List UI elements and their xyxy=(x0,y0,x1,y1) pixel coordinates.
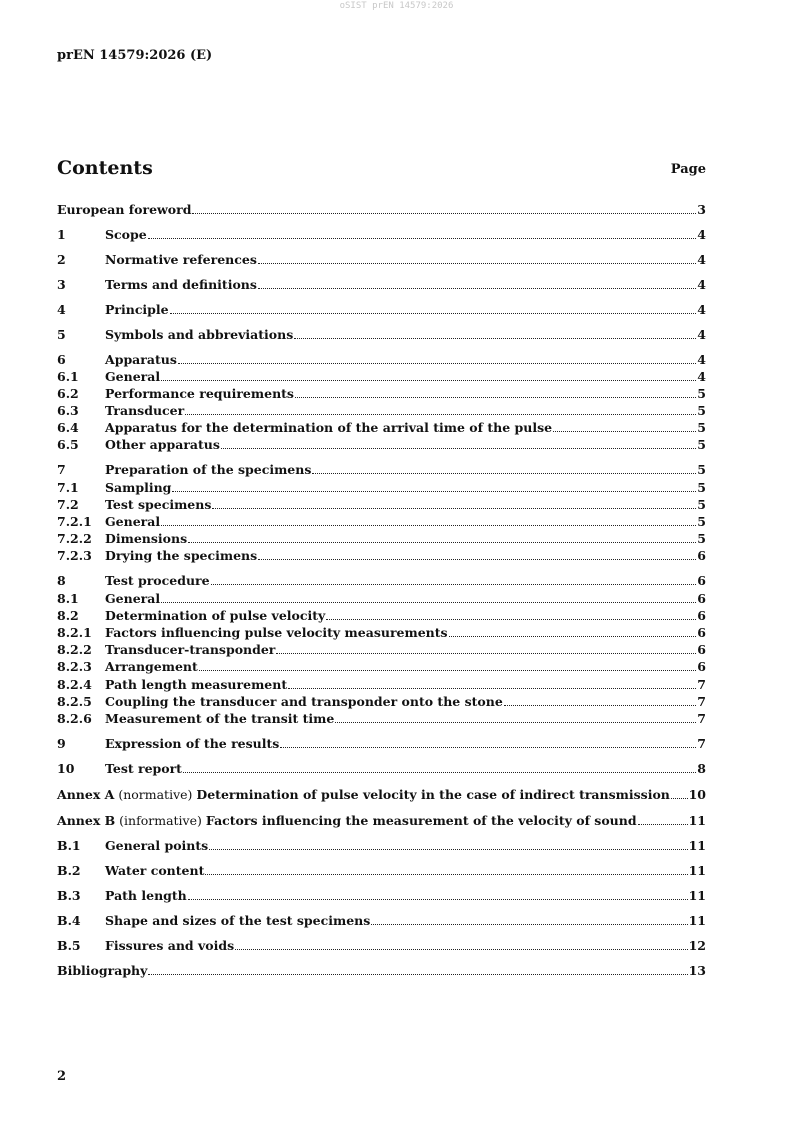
dot-leader xyxy=(258,558,696,560)
toc-entry[interactable] xyxy=(57,496,706,513)
toc-entry-page: 5 xyxy=(697,514,706,529)
toc-entry-number: 7 xyxy=(57,462,66,477)
toc-entry-page: 7 xyxy=(697,736,706,751)
toc-entry-number: 8.2.5 xyxy=(57,694,92,709)
toc-entry-page: 4 xyxy=(697,352,706,367)
toc-entry-number: 7.2 xyxy=(57,497,79,512)
annex-type-note: (normative) xyxy=(114,787,197,802)
toc-entry-title: Principle xyxy=(105,302,169,317)
toc-entry-title: Bibliography xyxy=(57,963,148,978)
dot-leader xyxy=(288,687,696,689)
dot-leader xyxy=(148,973,687,975)
toc-entry[interactable] xyxy=(57,419,706,436)
dot-leader xyxy=(209,848,687,850)
toc-entry-page: 10 xyxy=(688,787,706,802)
toc-entry-number: 6.4 xyxy=(57,420,79,435)
toc-entry-number: B.3 xyxy=(57,888,81,903)
page-column-label: Page xyxy=(670,162,706,177)
toc-entry-title: Arrangement xyxy=(105,659,198,674)
dot-leader xyxy=(161,379,696,381)
toc-entry-number: 5 xyxy=(57,327,66,342)
dot-leader xyxy=(185,413,696,415)
toc-entry[interactable] xyxy=(57,641,706,658)
toc-entry-number: 6 xyxy=(57,352,66,367)
toc-entry[interactable] xyxy=(57,676,706,693)
toc-entry-number: 9 xyxy=(57,736,66,751)
toc-entry-number: 8.2.4 xyxy=(57,677,92,692)
dot-leader xyxy=(148,237,697,239)
dot-leader xyxy=(335,721,696,723)
toc-entry-page: 5 xyxy=(697,437,706,452)
toc-entry-title: Path length xyxy=(105,888,187,903)
dot-leader xyxy=(172,490,696,492)
dot-leader xyxy=(258,287,696,289)
toc-entry-title: Test specimens xyxy=(105,497,212,512)
dot-leader xyxy=(258,262,696,264)
toc-entry[interactable] xyxy=(57,862,706,879)
toc-entry-title: Apparatus for the determination of the arrival time of the pulse xyxy=(105,420,553,435)
toc-entry-page: 6 xyxy=(697,625,706,640)
toc-entry-title: Transducer-transponder xyxy=(105,642,276,657)
toc-entry-title: Scope xyxy=(105,227,147,242)
dot-leader xyxy=(294,337,696,339)
toc-entry-page: 6 xyxy=(697,642,706,657)
toc-entry-page: 4 xyxy=(697,327,706,342)
toc-entry-title: Terms and definitions xyxy=(105,277,257,292)
annex-title: Determination of pulse velocity in the case of indirect transmission xyxy=(196,787,670,802)
toc-entry-page: 13 xyxy=(688,963,706,978)
toc-entry-page: 6 xyxy=(697,573,706,588)
toc-entry-page: 5 xyxy=(697,497,706,512)
toc-entry-title: Path length measurement xyxy=(105,677,288,692)
toc-entry-number: B.2 xyxy=(57,863,81,878)
toc-entry-number: 8.1 xyxy=(57,591,79,606)
toc-entry[interactable] xyxy=(57,607,706,624)
toc-entry-number: 6.1 xyxy=(57,369,79,384)
toc-entry-page: 4 xyxy=(697,277,706,292)
dot-leader xyxy=(671,797,688,799)
toc-entry-number: 1 xyxy=(57,227,66,242)
toc-entry-title: Test procedure xyxy=(105,573,210,588)
dot-leader xyxy=(449,635,697,637)
dot-leader xyxy=(178,362,696,364)
toc-entry-number: 6.5 xyxy=(57,437,79,452)
toc-entry-title: Dimensions xyxy=(105,531,188,546)
toc-entry-title: Test report xyxy=(105,761,182,776)
toc-entry[interactable] xyxy=(57,735,706,752)
toc-entry-title: Determination of pulse velocity xyxy=(105,608,326,623)
toc-entry[interactable] xyxy=(57,226,706,243)
toc-entry-number: 4 xyxy=(57,302,66,317)
toc-entry[interactable] xyxy=(57,251,706,268)
toc-entry[interactable] xyxy=(57,693,706,710)
dot-leader xyxy=(188,898,688,900)
toc-entry[interactable] xyxy=(57,436,706,453)
toc-entry-title: Coupling the transducer and transponder onto the stone xyxy=(105,694,503,709)
toc-entry[interactable] xyxy=(57,301,706,318)
toc-entry-title: Symbols and abbreviations xyxy=(105,327,294,342)
toc-entry-number: 8 xyxy=(57,573,66,588)
toc-entry-number: 3 xyxy=(57,277,66,292)
toc-entry-page: 6 xyxy=(697,659,706,674)
toc-entry-number: 10 xyxy=(57,761,75,776)
toc-entry-number: 2 xyxy=(57,252,66,267)
dot-leader xyxy=(280,746,696,748)
toc-entry-number: 8.2.2 xyxy=(57,642,92,657)
dot-leader xyxy=(295,396,696,398)
toc-entry-page: 11 xyxy=(688,888,706,903)
page-number: 2 xyxy=(57,1069,67,1084)
toc-entry[interactable] xyxy=(57,837,706,854)
dot-leader xyxy=(235,948,687,950)
toc-entry[interactable] xyxy=(57,479,706,496)
toc-entry-number: 8.2 xyxy=(57,608,79,623)
toc-entry-title: Shape and sizes of the test specimens xyxy=(105,913,371,928)
toc-entry-title: Water content xyxy=(105,863,205,878)
dot-leader xyxy=(371,923,687,925)
dot-leader xyxy=(170,312,697,314)
toc-entry-page: 5 xyxy=(697,386,706,401)
toc-entry-page: 4 xyxy=(697,252,706,267)
toc-entry-page: 6 xyxy=(697,548,706,563)
toc-entry[interactable] xyxy=(57,760,706,777)
dot-leader xyxy=(161,524,696,526)
toc-entry[interactable] xyxy=(57,201,706,218)
toc-entry[interactable] xyxy=(57,326,706,343)
dot-leader xyxy=(161,601,696,603)
toc-entry-number: 7.2.1 xyxy=(57,514,92,529)
toc-entry[interactable] xyxy=(57,461,706,478)
contents-title: Contents xyxy=(57,157,153,179)
toc-entry[interactable] xyxy=(57,368,706,385)
toc-entry[interactable] xyxy=(57,812,706,829)
toc-entry[interactable] xyxy=(57,530,706,547)
document-id: prEN 14579:2026 (E) xyxy=(57,48,213,63)
toc-entry[interactable] xyxy=(57,887,706,904)
toc-entry-number: B.4 xyxy=(57,913,81,928)
toc-entry[interactable] xyxy=(57,513,706,530)
toc-entry-page: 6 xyxy=(697,591,706,606)
toc-entry-title: Apparatus xyxy=(105,352,177,367)
toc-entry-title: Factors influencing pulse velocity measurements xyxy=(105,625,448,640)
toc-entry-title: Transducer xyxy=(105,403,185,418)
toc-entry-title: Other apparatus xyxy=(105,437,220,452)
toc-entry-number: 7.1 xyxy=(57,480,79,495)
toc-entry[interactable] xyxy=(57,658,706,675)
toc-entry[interactable] xyxy=(57,572,706,589)
toc-entry-page: 6 xyxy=(697,608,706,623)
toc-entry[interactable] xyxy=(57,786,706,803)
dot-leader xyxy=(211,583,697,585)
toc-entry-number: B.1 xyxy=(57,838,81,853)
toc-entry-page: 7 xyxy=(697,677,706,692)
toc-entry-title: Measurement of the transit time xyxy=(105,711,335,726)
toc-entry-page: 4 xyxy=(697,369,706,384)
dot-leader xyxy=(553,430,696,432)
toc-entry[interactable] xyxy=(57,590,706,607)
toc-entry-page: 11 xyxy=(688,863,706,878)
toc-entry-number: 7.2.2 xyxy=(57,531,92,546)
dot-leader xyxy=(504,704,697,706)
dot-leader xyxy=(312,472,696,474)
annex-title: Factors influencing the measurement of the velocity of sound xyxy=(205,813,637,828)
toc-entry[interactable] xyxy=(57,402,706,419)
toc-entry-title: Fissures and voids xyxy=(105,938,235,953)
toc-entry-page: 5 xyxy=(697,480,706,495)
dot-leader xyxy=(276,652,696,654)
toc-entry-page: 8 xyxy=(697,761,706,776)
toc-entry[interactable] xyxy=(57,710,706,727)
toc-entry-number: 8.2.6 xyxy=(57,711,92,726)
toc-entry-title xyxy=(57,786,670,803)
dot-leader xyxy=(212,507,696,509)
toc-entry-page: 4 xyxy=(697,227,706,242)
dot-leader xyxy=(638,823,688,825)
toc-entry-title xyxy=(57,812,637,829)
toc-entry-title: General points xyxy=(105,838,209,853)
dot-leader xyxy=(188,541,696,543)
toc-entry-number: B.5 xyxy=(57,938,81,953)
toc-entry-title: Normative references xyxy=(105,252,257,267)
toc-entry-title: General xyxy=(105,369,161,384)
toc-entry-page: 11 xyxy=(688,813,706,828)
toc-entry-title: General xyxy=(105,514,161,529)
toc-entry-page: 12 xyxy=(688,938,706,953)
dot-leader xyxy=(326,618,696,620)
toc-entry[interactable] xyxy=(57,937,706,954)
toc-entry-page: 5 xyxy=(697,531,706,546)
toc-entry-title: European foreword xyxy=(57,202,192,217)
toc-entry[interactable] xyxy=(57,912,706,929)
toc-entry-number: 8.2.3 xyxy=(57,659,92,674)
toc-entry-page: 5 xyxy=(697,403,706,418)
toc-entry-title: General xyxy=(105,591,161,606)
dot-leader xyxy=(205,873,687,875)
toc-entry-page: 7 xyxy=(697,711,706,726)
toc-entry-title: Preparation of the specimens xyxy=(105,462,312,477)
watermark: oSIST prEN 14579:2026 xyxy=(339,1,454,11)
toc-entry-title: Performance requirements xyxy=(105,386,294,401)
toc-entry-number: 6.2 xyxy=(57,386,79,401)
toc-entry-page: 11 xyxy=(688,913,706,928)
toc-entry-number: 7.2.3 xyxy=(57,548,92,563)
toc-entry[interactable] xyxy=(57,385,706,402)
dot-leader xyxy=(183,771,696,773)
toc-entry[interactable] xyxy=(57,547,706,564)
annex-type-note: (informative) xyxy=(115,813,206,828)
toc-entry[interactable] xyxy=(57,276,706,293)
toc-entry-page: 7 xyxy=(697,694,706,709)
toc-entry[interactable] xyxy=(57,962,706,979)
dot-leader xyxy=(199,669,697,671)
toc-entry-page: 5 xyxy=(697,420,706,435)
toc-entry[interactable] xyxy=(57,351,706,368)
toc-entry-page: 11 xyxy=(688,838,706,853)
toc-entry-page: 3 xyxy=(697,202,706,217)
toc-entry-number: 8.2.1 xyxy=(57,625,92,640)
dot-leader xyxy=(221,447,696,449)
toc-entry-title: Drying the specimens xyxy=(105,548,258,563)
toc-entry-title: Expression of the results xyxy=(105,736,280,751)
toc-entry[interactable] xyxy=(57,624,706,641)
toc-entry-title: Sampling xyxy=(105,480,172,495)
toc-entry-number: 6.3 xyxy=(57,403,79,418)
toc-entry-page: 4 xyxy=(697,302,706,317)
toc-entry-page: 5 xyxy=(697,462,706,477)
annex-label: Annex B xyxy=(57,813,116,828)
dot-leader xyxy=(192,212,696,214)
annex-label: Annex A xyxy=(57,787,115,802)
